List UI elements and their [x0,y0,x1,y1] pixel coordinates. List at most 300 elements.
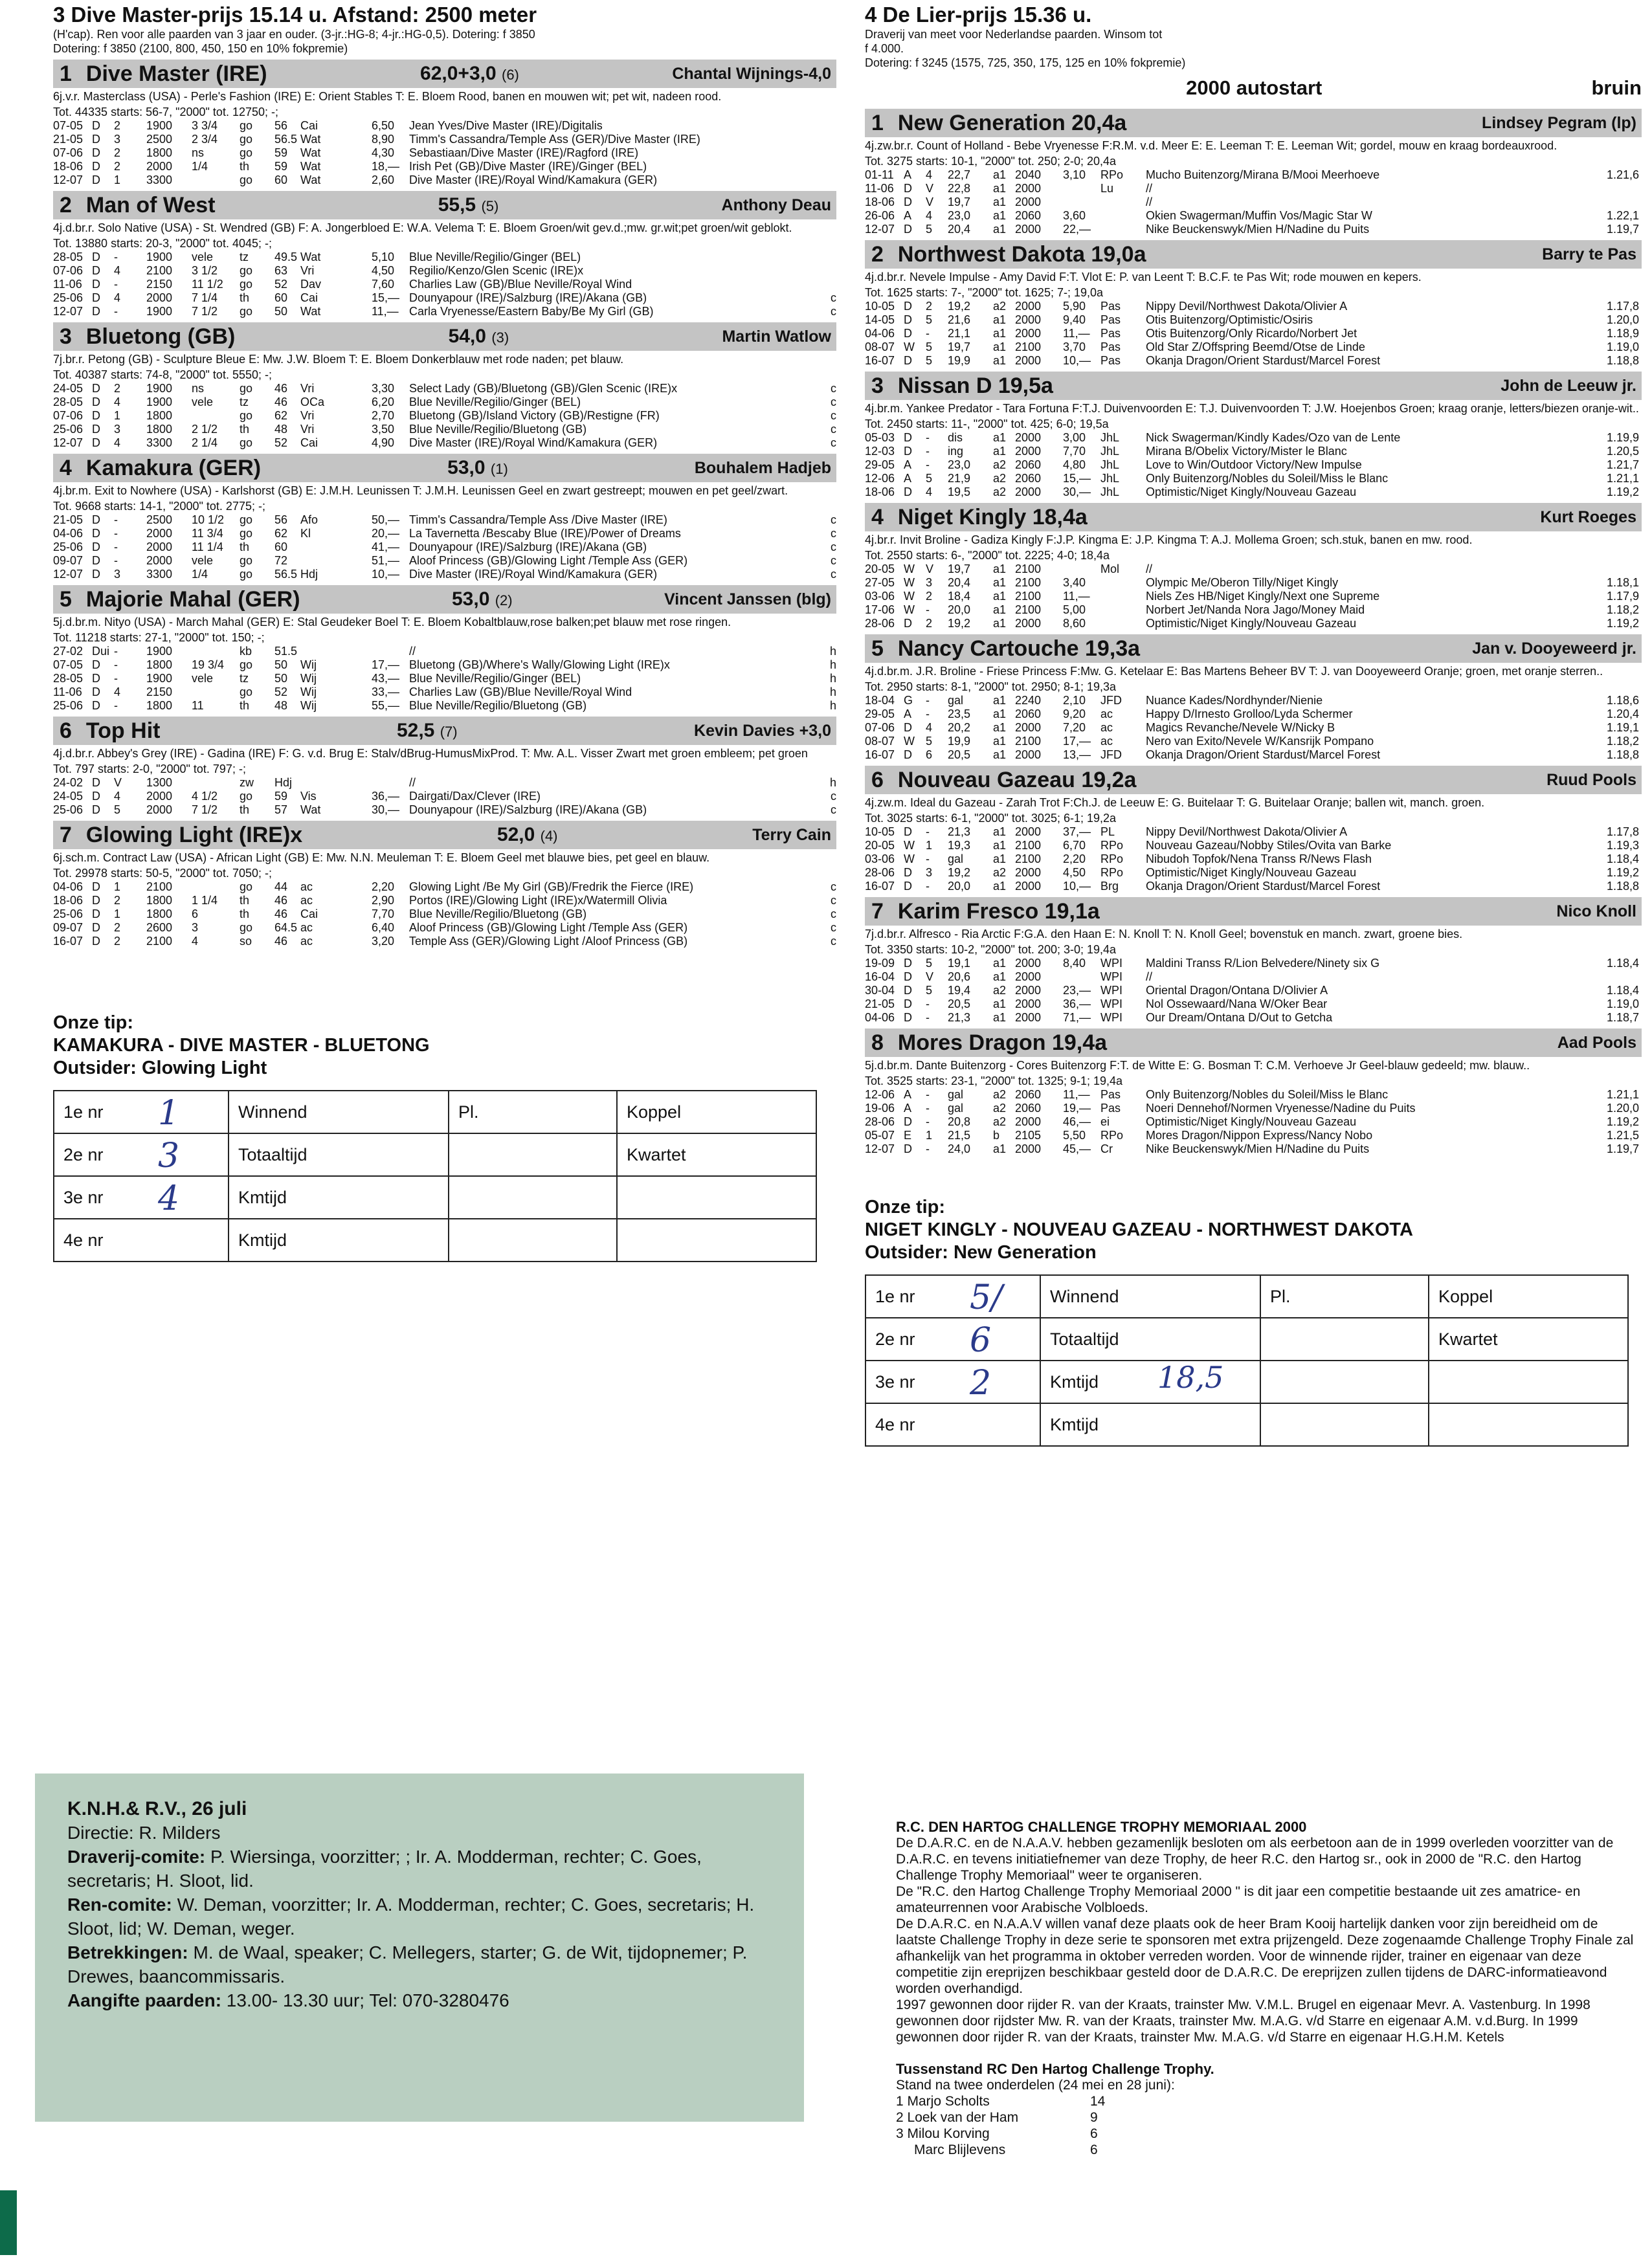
result-txt: Dive Master (IRE)/Royal Wind/Kamakura (GER) [409,436,658,449]
meeting-title: K.N.H.& R.V., 26 juli [67,1798,247,1819]
race4-bet-form [865,1274,1629,1447]
result-t: D [92,395,100,408]
result-k: 21,9 [948,472,971,485]
result-k: 20,5 [948,997,971,1010]
form-race-nr [865,1318,1040,1361]
result-b: a2 [993,1088,1007,1101]
result-p: V [114,776,122,789]
result-f: c [831,790,836,803]
result-b: a1 [993,852,1007,865]
result-d: 28-05 [53,250,84,263]
result-f: h [829,658,836,671]
result-row [53,264,836,278]
form-pl [1260,1403,1429,1446]
result-g: go [240,305,253,318]
form-koppel-label: Koppel [1438,1286,1493,1306]
result-time: 1.20,5 [1606,445,1639,458]
result-b: a1 [993,694,1007,707]
result-c: Wat [300,160,321,173]
result-time [1603,182,1642,195]
form-pl [1260,1361,1429,1403]
horse-name: Nissan D 19,5a [897,373,1053,398]
result-row [865,1011,1642,1025]
result-d: 09-07 [53,554,84,567]
result-txt: Nol Ossewaard/Nana W/Oker Bear [1146,997,1328,1010]
handwritten-number: 3 [158,1137,180,1175]
result-c: OCa [300,395,325,408]
race3-conditions: (H'cap). Ren voor alle paarden van 3 jaar en ouder. (3-jr.:HG-8; 4-jr.:HG-0,5). Dotering: f 3850 [53,28,535,41]
result-f: c [831,291,836,304]
result-o: 18,— [372,160,400,173]
result-g: go [240,278,253,291]
result-w: 59 [274,790,288,803]
result-d: 25-06 [53,291,84,304]
result-m [192,685,240,699]
result-k: 21,5 [948,1129,971,1142]
result-txt: Okanja Dragon/Orient Stardust/Marcel Forest [1146,880,1381,893]
result-dist: 3300 [146,568,173,581]
standings-score: 14 [1090,2094,1106,2109]
result-d: 29-05 [865,707,895,720]
horse-pedigree: 4j.zw.m. Ideal du Gazeau - Zarah Trot F:Ch.J. de Leeuw E: G. Buitelaar T: G. Buitelaar Oranje; ballen wit, manch. groen. [865,796,1485,809]
results-table [53,382,836,450]
result-time: 1.19,0 [1606,340,1639,353]
result-t: D [904,431,912,444]
result-d: 28-06 [865,617,895,630]
article-paragraph: 1997 gewonnen door rijder R. van der Kraats, trainster Mw. V.M.L. Brugel en eigenaar Mevr. A. Vastenburg. In 1998 gewonnen door rijdster Mw. R. van der Kraats, trainster Mw. M.A.G. v/d Starre en eigenaar A.M. v.d.Burg. In 1999 gewonnen door rijder R. van der Kraats, trainster Mw. M.A.G. v/d Starre en eigenaar H.G.H.M. Ketels [896,1997,1591,2045]
result-d: 05-03 [865,431,895,444]
result-b: a1 [993,327,1007,340]
result-w: 46 [274,907,288,920]
result-time [1603,970,1642,984]
result-p: 4 [926,485,933,498]
horse-draw: (4) [540,828,558,844]
result-b: a1 [993,445,1007,458]
horse-number: 5 [60,586,72,612]
result-dr: Pas [1100,327,1121,340]
standings-title: Tussenstand RC Den Hartog Challenge Trophy. [896,2061,1214,2077]
result-f: c [831,907,836,920]
result-o: 10,— [372,568,400,581]
form-bet [1429,1275,1628,1318]
result-p: - [926,997,930,1010]
result-f: c [831,527,836,540]
handwritten-number: 4 [158,1179,180,1218]
result-dist: 2040 [1015,168,1042,181]
result-m: 2 1/2 [192,423,218,436]
result-o: 10,— [1063,354,1091,367]
horse-weight: 52,5 [396,720,435,741]
result-g: kb [240,645,252,658]
result-g: go [240,658,253,671]
result-c: Afo [300,513,318,526]
result-row [53,907,836,921]
driver-name: Kurt Roeges [1540,507,1636,526]
result-txt: Norbert Jet/Nanda Nora Jago/Money Maid [1146,603,1365,616]
result-dr: RPo [1100,852,1124,865]
result-txt: Select Lady (GB)/Bluetong (GB)/Glen Scenic (IRE)x [409,382,678,395]
result-dist: 3300 [146,173,173,186]
result-b: a1 [993,431,1007,444]
result-txt: Only Buitenzorg/Nobles du Soleil/Miss le Blanc [1146,1088,1389,1101]
result-b: a1 [993,313,1007,326]
horse-name-group [871,111,1126,136]
result-t: D [904,1011,912,1024]
form-race-nr [54,1176,229,1219]
result-g: th [240,423,250,436]
form-pl [449,1176,617,1219]
result-m: vele [192,395,214,408]
result-dist: 2000 [1015,880,1042,893]
result-w: 56.5 [274,133,298,146]
result-m: vele [192,554,214,567]
result-t: D [904,970,912,983]
form-race-nr [865,1361,1040,1403]
result-k: 20,6 [948,970,971,983]
result-dist: 2000 [1015,997,1042,1010]
result-dr: JhL [1100,431,1120,444]
result-t: W [904,590,915,603]
result-g: go [240,173,253,186]
result-g: th [240,160,250,173]
horse-pedigree: 4j.br.m. Yankee Predator - Tara Fortuna F:T.J. Duivenvoorden E: T.J. Duivenvoorden T: J.W. Hoejenbos Groen; kraag oranje, letters/biezen oranje-wit.. [865,402,1639,415]
result-row [865,182,1642,195]
meeting-info-box [35,1773,804,2122]
result-m: 11 1/2 [192,278,223,291]
result-t: D [92,291,100,304]
result-time: 1.21,7 [1606,458,1639,471]
result-k: 19,2 [948,866,971,879]
result-m: ns [192,146,205,159]
horse-header [53,191,836,219]
result-o [1063,182,1100,195]
horse-pedigree: 4j.d.br.m. J.R. Broline - Friese Princess F:Mw. G. Ketelaar E: Bas Martens Beheer BV T: J. van Dooyeweerd Oranje; groen, met oranje sterren.. [865,665,1603,678]
result-t: D [904,1115,912,1128]
horse-pedigree: 4j.d.br.r. Nevele Impulse - Amy David F:T. Vlot E: P. van Leent T: B.C.F. te Pas Wit; rode mouwen en kepers. [865,271,1422,284]
result-p: 5 [926,340,933,353]
result-t: D [92,250,100,263]
result-k: 19,7 [948,562,971,575]
horse-number: 3 [871,373,884,398]
result-w: 56.5 [274,568,298,581]
result-row [865,354,1642,368]
result-d: 16-04 [865,970,895,983]
horse-number: 1 [60,61,72,86]
horse-number: 2 [871,241,884,267]
result-p: 4 [114,264,121,277]
form-race-nr [54,1133,229,1176]
result-dist: 2000 [1015,970,1042,983]
result-dist: 2150 [146,685,173,698]
standings-subtitle: Stand na twee onderdelen (24 mei en 28 juni): [896,2078,1175,2093]
form-bet [1429,1403,1628,1446]
result-t: D [904,880,912,893]
result-m: 6 [192,907,199,920]
result-o [1063,195,1100,209]
form-pl [449,1219,617,1262]
result-w: 48 [274,423,288,436]
result-b: a1 [993,576,1007,589]
horse-header [865,634,1642,663]
result-txt: Irish Pet (GB)/Dive Master (IRE)/Ginger (BEL) [409,160,647,173]
tip-label: Onze tip: [865,1197,946,1217]
result-c: Vis [300,790,317,803]
result-o: 8,60 [1063,617,1086,630]
result-txt: Dounyapour (IRE)/Salzburg (IRE)/Akana (GB) [409,540,647,553]
result-t: W [904,839,915,852]
horse-number: 3 [60,324,72,349]
form-field-label: Winnend [1050,1286,1119,1306]
result-o: 2,10 [1063,694,1086,707]
result-d: 18-06 [865,485,895,498]
result-o: 10,— [1063,880,1091,893]
result-o: 9,40 [1063,313,1086,326]
results-table [865,431,1642,499]
horse-stats: Tot. 2950 starts: 8-1, "2000" tot. 2950; 8-1; 19,3a [865,680,1117,693]
result-f: c [831,540,836,553]
driver-name: Nico Knoll [1556,902,1636,920]
result-dr [1100,617,1146,630]
form-bet [1429,1361,1628,1403]
horse-number: 7 [871,898,884,924]
result-d: 24-05 [53,382,84,395]
result-p: 5 [926,313,933,326]
result-b: a1 [993,617,1007,630]
result-b: a1 [993,880,1007,893]
horse-stats: Tot. 11218 starts: 27-1, "2000" tot. 150; -; [53,631,265,644]
result-k: 19,1 [948,957,971,970]
result-txt: Mucho Buitenzorg/Mirana B/Mooi Meerhoeve [1146,168,1380,181]
result-w: 46 [274,395,288,408]
result-time: 1.18,8 [1606,748,1639,761]
result-m: 2 1/4 [192,436,218,449]
form-nr-label: 2e nr [63,1144,104,1164]
result-t: D [904,997,912,1010]
results-table [53,645,836,713]
result-b: b [993,1129,1000,1142]
horse-name: Bluetong (GB) [85,324,236,349]
result-p: - [114,658,118,671]
standings-score: 6 [1090,2126,1098,2141]
horse-name: Nancy Cartouche 19,3a [897,636,1141,661]
horse-weight: 54,0 [448,326,486,347]
result-dist: 2060 [1015,1088,1042,1101]
horse-name-group [871,242,1146,267]
standings-name: 3 Milou Korving [896,2126,990,2141]
result-b: a1 [993,590,1007,603]
result-t: D [904,354,912,367]
result-o: 43,— [372,672,400,685]
result-c: ac [300,921,313,934]
horse-name-group [60,718,160,744]
horse-header [865,766,1642,794]
result-row [53,672,836,685]
article-paragraph: De "R.C. den Hartog Challenge Trophy Memoriaal 2000 " is dit jaar een competitie bestaande uit zes amatrice- en amateurrennen voor Arabische Volbloeds. [896,1884,1581,1915]
horse-stats: Tot. 1625 starts: 7-, "2000" tot. 1625; 7-; 19,0a [865,286,1104,299]
result-o: 11,— [1063,590,1090,603]
result-d: 07-06 [53,264,84,277]
result-o: 41,— [372,540,400,553]
result-t: D [92,658,100,671]
result-f: c [831,880,836,893]
result-m: ns [192,382,205,395]
result-dist: 2000 [1015,223,1042,236]
result-t: D [92,540,100,553]
result-k: 20,8 [948,1115,971,1128]
result-d: 21-05 [53,133,84,146]
result-t: A [904,472,912,485]
race4-column [865,0,1642,1447]
jockey-name: Vincent Janssen (blg) [664,590,831,608]
result-o: 3,10 [1063,168,1086,181]
result-dr: ac [1100,707,1113,720]
result-b: a1 [993,721,1007,734]
result-m: 11 3/4 [192,527,223,540]
result-time: 1.19,9 [1606,431,1639,444]
form-field-label: Winnend [238,1102,307,1122]
result-p: 4 [114,291,121,304]
result-o [1063,970,1100,984]
result-row [53,278,836,291]
result-k: 19,2 [948,300,971,313]
result-row [865,707,1642,721]
result-time: 1.18,2 [1606,603,1639,616]
result-m: 3 1/2 [192,264,218,277]
result-m: 11 1/4 [192,540,223,553]
result-dist: 3300 [146,436,173,449]
horse-header [53,821,836,849]
result-d: 07-06 [53,409,84,422]
result-row [865,1115,1642,1129]
horse-name: Majorie Mahal (GER) [85,586,300,612]
jockey-name: Bouhalem Hadjeb [694,458,831,477]
driver-name: Lindsey Pegram (lp) [1482,113,1636,132]
result-k: 21,3 [948,1011,971,1024]
result-t: D [904,195,912,208]
result-d: 12-03 [865,445,895,458]
result-f: c [831,382,836,395]
result-txt: Love to Win/Outdoor Victory/New Impulse [1146,458,1362,471]
result-dist: 2150 [146,278,173,291]
result-dist: 2100 [146,264,173,277]
result-dist: 2000 [146,540,173,553]
result-t: D [92,513,100,526]
result-p: 5 [926,354,933,367]
result-g: go [240,264,253,277]
horse-weight: 53,0 [447,457,486,478]
result-f: h [829,672,836,685]
horse-pedigree: 5j.d.br.m. Nityo (USA) - March Mahal (GER) E: Stal Geudeker Boel T: E. Bloem Kobaltblauw,rose balken;pet blauw met rose ringen. [53,616,731,628]
result-p: - [926,1142,930,1155]
result-row [53,305,836,318]
result-dist: 2000 [146,527,173,540]
result-dr: WPI [1100,984,1122,997]
result-k: 20,2 [948,721,971,734]
result-d: 18-04 [865,694,895,707]
form-pl [449,1091,617,1133]
result-txt: Nippy Devil/Northwest Dakota/Olivier A [1146,825,1348,838]
result-dr: RPo [1100,866,1124,879]
result-row [865,617,1642,630]
results-table [53,880,836,948]
result-dr [1100,195,1146,209]
result-o: 8,40 [1063,957,1086,970]
result-w: Hdj [274,776,293,789]
result-dist: 2060 [1015,209,1042,222]
result-dist: 2100 [1015,852,1042,865]
result-o: 55,— [372,699,400,712]
horse-pedigree: 6j.v.r. Masterclass (USA) - Perle's Fashion (IRE) E: Orient Stables T: E. Bloem Rood, banen en mouwen wit; pet wit, nadeen rood. [53,90,722,103]
result-d: 08-07 [865,340,895,353]
result-dr: WPI [1100,970,1122,983]
result-d: 21-05 [53,513,84,526]
result-txt: Old Star Z/Offspring Beemd/Otse de Linde [1146,340,1365,353]
result-p: 2 [114,382,121,395]
result-dist: 1900 [146,250,173,263]
result-txt: // [1146,970,1153,983]
result-time: 1.20,0 [1606,1102,1639,1115]
result-t: D [92,305,100,318]
result-d: 16-07 [53,935,84,948]
result-txt: Blue Neville/Regilio/Ginger (BEL) [409,250,581,263]
horse-weight-group [438,194,499,216]
result-d: 24-02 [53,776,84,789]
form-nr-label: 1e nr [875,1286,915,1306]
result-o: 5,10 [372,250,395,263]
result-dist: 2000 [146,160,173,173]
form-row [865,1275,1628,1318]
result-dist: 2060 [1015,458,1042,471]
result-txt: Blue Neville/Regilio/Ginger (BEL) [409,672,581,685]
horse-draw: (6) [502,67,519,83]
result-o: 30,— [372,803,400,816]
page-edge-marker [0,2190,17,2255]
horse-name-group [871,636,1140,662]
result-k: 20,4 [948,576,971,589]
form-bet [617,1133,816,1176]
result-row [53,658,836,672]
result-w: 62 [274,409,288,422]
result-o: 4,90 [372,436,395,449]
result-dr: Brg [1100,880,1119,893]
driver-name: Barry te Pas [1542,245,1636,263]
result-row [865,576,1642,590]
result-dist: 1800 [146,658,173,671]
result-row [865,957,1642,970]
result-d: 25-06 [53,423,84,436]
result-d: 28-06 [865,866,895,879]
result-time: 1.20,0 [1606,313,1639,326]
result-m: 1/4 [192,160,208,173]
result-dr: Pas [1100,313,1121,326]
result-g: go [240,146,253,159]
driver-name: Jan v. Dooyeweerd jr. [1472,639,1636,658]
result-dist: 1900 [146,395,173,408]
result-o: 2,20 [372,880,395,893]
result-f: c [831,568,836,581]
result-b: a1 [993,223,1007,236]
result-time: 1.18,6 [1606,694,1639,707]
result-f: c [831,409,836,422]
result-k: 23,5 [948,707,971,720]
result-m: 19 3/4 [192,658,225,671]
result-t: D [92,278,100,291]
result-d: 25-06 [53,907,84,920]
result-p: - [114,554,118,567]
horse-name: Man of West [85,192,216,217]
result-txt: Olympic Me/Oberon Tilly/Niget Kingly [1146,576,1339,589]
result-txt: Oriental Dragon/Ontana D/Olivier A [1146,984,1328,997]
